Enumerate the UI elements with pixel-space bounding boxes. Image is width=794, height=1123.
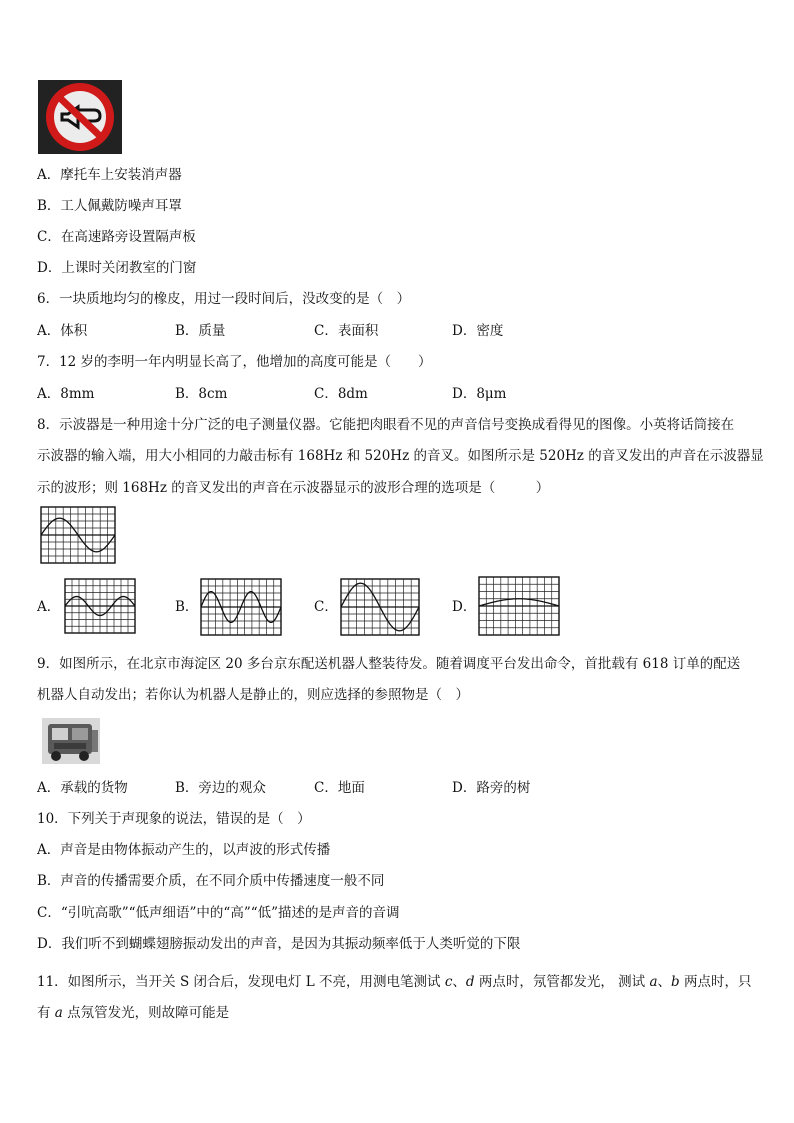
- q9-option-b: B．旁边的观众: [175, 780, 266, 796]
- no-horn-sign-image: [38, 80, 122, 154]
- q8-option-a-label: A．: [37, 599, 61, 615]
- q6-stem: 6．一块质地均匀的橡皮，用过一段时间后，没改变的是（ ）: [37, 291, 411, 307]
- q8-stem-line-3: 示的波形；则 168Hz 的音叉发出的声音在示波器显示的波形合理的选项是（ ）: [37, 480, 550, 496]
- q11-sep-1: 、: [452, 974, 466, 990]
- q7-option-c: C．8dm: [314, 386, 368, 402]
- q10-stem: 10．下列关于声现象的说法，错误的是（ ）: [37, 811, 311, 827]
- q10-option-c: C．“引吭高歌”“低声细语”中的“高”“低”描述的是声音的音调: [37, 905, 400, 921]
- q8-stem-line-1: 8．示波器是一种用途十分广泛的电子测量仪器。它能把肉眼看不见的声音信号变换成看得见的图像。小英将话筒接在: [37, 417, 735, 433]
- q11-stem-line-2: [37, 1004, 229, 1022]
- q11-stem-line-1: [37, 973, 751, 991]
- q8-option-c-waveform: [340, 578, 420, 636]
- q5-option-a: A．摩托车上安装消声器: [37, 167, 182, 183]
- q11-var-c: c: [444, 974, 453, 990]
- q11-text-5: 点氖管发光，则故障可能是: [62, 1005, 230, 1021]
- q10-option-d: D．我们听不到蝴蝶翅膀振动发出的声音，是因为其振动频率低于人类听觉的下限: [37, 936, 521, 952]
- q6-option-b: B．质量: [175, 323, 226, 339]
- q11-var-a-2: a: [54, 1005, 63, 1021]
- q9-stem-line-1: 9．如图所示，在北京市海淀区 20 多台京东配送机器人整装待发。随着调度平台发出命令，首批载有 618 订单的配送: [37, 656, 741, 672]
- q11-var-b: b: [671, 974, 680, 990]
- q5-option-d: D．上课时关闭教室的门窗: [37, 260, 197, 276]
- delivery-robot-image: [42, 718, 100, 764]
- q9-option-a: A．承载的货物: [37, 780, 128, 796]
- q8-option-a-waveform: [64, 578, 136, 634]
- q7-option-b: B．8cm: [175, 386, 228, 402]
- q5-option-b: B．工人佩戴防噪声耳罩: [37, 198, 182, 214]
- q11-var-d: d: [465, 974, 475, 990]
- q8-option-b-label: B．: [175, 599, 199, 615]
- q11-var-a: a: [649, 974, 658, 990]
- q10-option-a: A．声音是由物体振动产生的，以声波的形式传播: [37, 842, 331, 858]
- q11-text-2: 两点时，氖管都发光， 测试: [474, 974, 650, 990]
- q9-option-d: D．路旁的树: [452, 780, 531, 796]
- q9-option-c: C．地面: [314, 780, 365, 796]
- reference-waveform: [40, 506, 116, 564]
- q8-option-c-label: C．: [314, 599, 338, 615]
- q9-stem-line-2: 机器人自动发出；若你认为机器人是静止的，则应选择的参照物是（ ）: [37, 687, 469, 703]
- q6-option-d: D．密度: [452, 323, 504, 339]
- q11-text-3: 两点时，只: [679, 974, 752, 990]
- q11-text-4: 有: [37, 1005, 55, 1021]
- q7-stem: 7．12 岁的李明一年内明显长高了，他增加的高度可能是（ ）: [37, 354, 432, 370]
- q7-option-d: D．8μm: [452, 386, 507, 402]
- q11-sep-2: 、: [657, 974, 672, 990]
- q5-option-c: C．在高速路旁设置隔声板: [37, 229, 196, 245]
- q11-text-1: 11．如图所示，当开关 S 闭合后，发现电灯 L 不亮，用测电笔测试: [37, 974, 445, 990]
- q6-option-c: C．表面积: [314, 323, 379, 339]
- q8-option-d-waveform: [478, 576, 560, 636]
- q10-option-b: B．声音的传播需要介质，在不同介质中传播速度一般不同: [37, 873, 385, 889]
- q8-option-b-waveform: [200, 578, 282, 636]
- q8-option-d-label: D．: [452, 599, 477, 615]
- q7-option-a: A．8mm: [37, 386, 95, 402]
- q8-stem-line-2: 示波器的输入端，用大小相同的力敲击标有 168Hz 和 520Hz 的音叉。如图所示是 520Hz 的音叉发出的声音在示波器显: [37, 448, 764, 464]
- q6-option-a: A．体积: [37, 323, 88, 339]
